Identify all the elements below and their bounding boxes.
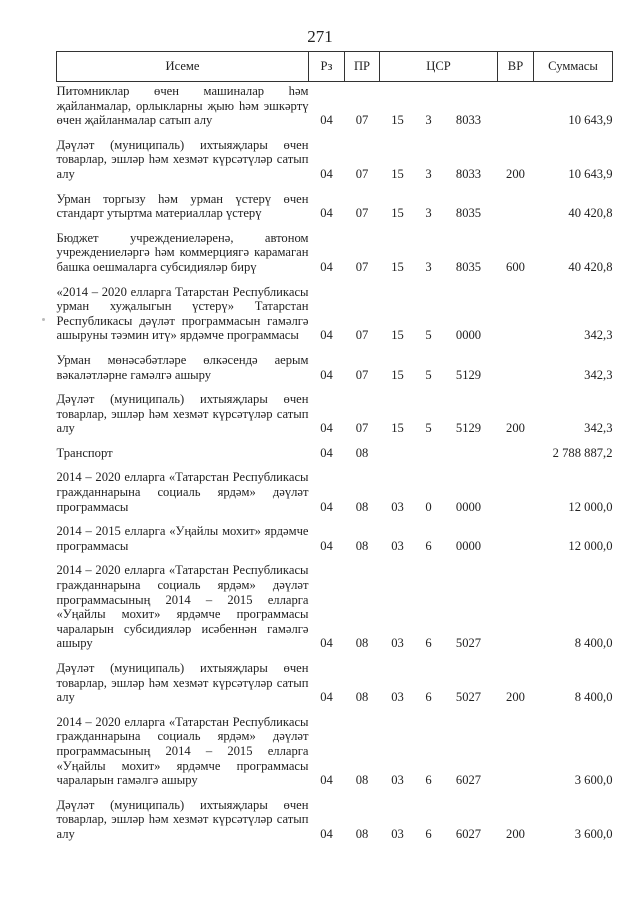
row-name: Дәүләт (муниципаль) ихтыяҗлары өчен товарлар, эшләр һәм хезмәт күрсәтүләр сатып алу — [56, 797, 309, 841]
row-sum: 12 000,0 — [568, 499, 613, 514]
table-body — [57, 82, 613, 850]
table-row — [57, 659, 613, 713]
row-pr: 08 — [355, 690, 369, 705]
row-csr-part-1: 03 — [391, 636, 404, 651]
row-sum: 8 400,0 — [574, 690, 613, 705]
row-rz: 04 — [320, 206, 333, 221]
row-csr-part-2: 5 — [425, 328, 432, 343]
row-sum: 10 643,9 — [568, 113, 613, 128]
row-csr — [380, 136, 498, 190]
row-csr — [380, 659, 498, 713]
row-sum: 40 420,8 — [568, 259, 613, 274]
row-csr-part-3: 8035 — [455, 259, 482, 274]
row-name: 2014 – 2020 елларга «Татарстан Республикасы гражданнарына социаль ярдәм» дәүләт программасының 2014 – 2015 елларга «Уңайлы мохит» ярдәмче программасы чараларын субсидияләр исәбеннән гамәлгә ашыру — [56, 563, 309, 651]
row-name: Урман мөнәсәбәтләре өлкәсендә аерым вәкаләтләрне гамәлгә ашыру — [56, 352, 309, 382]
row-vr — [498, 190, 534, 229]
row-csr-part-2: 6 — [425, 826, 432, 841]
row-csr — [380, 351, 498, 390]
table-row — [57, 522, 613, 561]
row-csr-part-1: 03 — [391, 499, 404, 514]
row-vr — [498, 561, 534, 659]
row-rz: 04 — [320, 826, 333, 841]
row-csr-part-2: 5 — [425, 421, 432, 436]
row-pr: 08 — [355, 499, 369, 514]
row-csr — [380, 82, 498, 136]
row-vr: 200 — [506, 166, 525, 181]
row-csr — [380, 283, 498, 351]
row-sum: 342,3 — [584, 328, 613, 343]
row-name: «2014 – 2020 елларга Татарстан Республикасы урман хуҗалыгын үстерү» Татарстан Республикасы дәүләт программасын гамәлгә ашыруны тәэмин итү» ярдәмче программасы — [56, 284, 309, 343]
row-pr: 07 — [355, 367, 369, 382]
row-vr — [498, 444, 534, 469]
header-name: Исеме — [57, 52, 309, 82]
row-vr: 200 — [506, 690, 525, 705]
row-sum: 8 400,0 — [574, 636, 613, 651]
row-csr — [380, 468, 498, 522]
row-sum: 342,3 — [584, 421, 613, 436]
row-csr-part-3: 0000 — [455, 328, 482, 343]
row-name: 2014 – 2020 елларга «Татарстан Республикасы гражданнарына социаль ярдәм» дәүләт программасының 2014 – 2015 елларга «Уңайлы мохит» ярдәмче программасы чараларын гамәлгә ашыру — [56, 714, 309, 788]
row-rz: 04 — [320, 421, 333, 436]
row-vr — [498, 713, 534, 796]
row-csr — [380, 390, 498, 444]
row-vr — [498, 82, 534, 136]
row-pr: 07 — [355, 259, 369, 274]
table-row — [57, 796, 613, 850]
row-csr-part-1: 03 — [391, 773, 404, 788]
table-row — [57, 283, 613, 351]
row-csr-part-3: 8033 — [455, 166, 482, 181]
row-vr — [498, 351, 534, 390]
row-csr-part-1: 15 — [391, 113, 404, 128]
row-pr: 08 — [355, 773, 369, 788]
row-csr-part-1: 15 — [391, 259, 404, 274]
row-csr-part-2: 6 — [425, 773, 432, 788]
table-row — [57, 136, 613, 190]
budget-table — [56, 51, 613, 850]
row-sum: 2 788 887,2 — [552, 445, 613, 460]
row-csr-part-3: 6027 — [455, 773, 482, 788]
row-pr: 08 — [355, 538, 369, 553]
row-name: Дәүләт (муниципаль) ихтыяҗлары өчен товарлар, эшләр һәм хезмәт күрсәтүләр сатып алу — [56, 392, 309, 436]
row-vr — [498, 468, 534, 522]
table-row — [57, 82, 613, 136]
row-rz: 04 — [320, 166, 333, 181]
row-csr-part-3: 0000 — [455, 538, 482, 553]
table-row — [57, 229, 613, 283]
row-rz: 04 — [320, 113, 333, 128]
row-name: Урман торгызу һәм урман үстерү өчен стандарт утыртма материаллар үстерү — [56, 191, 309, 221]
row-rz: 04 — [320, 328, 333, 343]
row-csr-part-3: 0000 — [455, 499, 482, 514]
row-rz: 04 — [320, 773, 333, 788]
row-csr-part-2: 6 — [425, 538, 432, 553]
row-csr-part-2: 5 — [425, 367, 432, 382]
row-csr-part-3: 5027 — [455, 636, 482, 651]
row-csr-part-1: 15 — [391, 166, 404, 181]
row-csr-part-2: 3 — [425, 206, 432, 221]
row-csr-part-3: 5027 — [455, 690, 482, 705]
table-header — [57, 52, 613, 82]
scan-dot — [42, 318, 45, 321]
row-name: Питомниклар өчен машиналар һәм җайланмалар, орлыкларны җыю һәм эшкәртү өчен җайланмалар сатып алу — [56, 84, 309, 128]
row-rz: 04 — [320, 538, 333, 553]
row-csr-part-2: 3 — [425, 113, 432, 128]
header-rz: Рз — [309, 52, 345, 82]
table-row — [57, 351, 613, 390]
row-csr-part-3: 6027 — [455, 826, 482, 841]
row-rz: 04 — [320, 636, 333, 651]
row-vr — [498, 283, 534, 351]
row-sum: 3 600,0 — [574, 826, 613, 841]
page-number: 271 — [307, 27, 333, 46]
row-vr — [498, 522, 534, 561]
row-csr-part-1: 15 — [391, 421, 404, 436]
row-csr — [380, 561, 498, 659]
row-name: Бюджет учреждениеләренә, автоном учреждениеләргә һәм коммерциягә карамаган башка оешмаларга субсидияләр бирү — [56, 230, 309, 274]
header-sum: Суммасы — [534, 52, 613, 82]
row-pr: 08 — [355, 445, 369, 460]
row-sum: 342,3 — [584, 367, 613, 382]
row-csr-part-1: 15 — [391, 206, 404, 221]
table-row — [57, 468, 613, 522]
row-rz: 04 — [320, 367, 333, 382]
row-rz: 04 — [320, 499, 333, 514]
row-vr: 600 — [506, 259, 525, 274]
row-csr-part-2: 3 — [425, 166, 432, 181]
row-name: 2014 – 2015 елларга «Уңайлы мохит» ярдәмче программасы — [56, 524, 309, 553]
header-vr: ВР — [498, 52, 534, 82]
row-name: Транспорт — [56, 445, 113, 460]
row-csr — [380, 522, 498, 561]
row-pr: 07 — [355, 328, 369, 343]
row-name: Дәүләт (муниципаль) ихтыяҗлары өчен товарлар, эшләр һәм хезмәт күрсәтүләр сатып алу — [56, 137, 309, 181]
row-sum: 12 000,0 — [568, 538, 613, 553]
row-csr-part-2: 3 — [425, 259, 432, 274]
row-pr: 07 — [355, 421, 369, 436]
row-vr: 200 — [506, 421, 525, 436]
row-name: Дәүләт (муниципаль) ихтыяҗлары өчен товарлар, эшләр һәм хезмәт күрсәтүләр сатып алу — [56, 661, 309, 705]
row-csr — [380, 444, 498, 469]
row-name: 2014 – 2020 елларга «Татарстан Республикасы гражданнарына социаль ярдәм» дәүләт программасы — [56, 470, 309, 514]
row-sum: 10 643,9 — [568, 166, 613, 181]
row-csr-part-1: 03 — [391, 538, 404, 553]
row-csr-part-2: 6 — [425, 690, 432, 705]
row-rz: 04 — [320, 690, 333, 705]
row-csr — [380, 229, 498, 283]
table-row — [57, 444, 613, 469]
row-rz: 04 — [320, 445, 333, 460]
table-row — [57, 561, 613, 659]
row-pr: 07 — [355, 206, 369, 221]
header-pr: ПР — [345, 52, 380, 82]
row-csr-part-1: 15 — [391, 328, 404, 343]
row-csr-part-1: 03 — [391, 690, 404, 705]
row-csr-part-2: 0 — [425, 499, 432, 514]
row-csr-part-3: 5129 — [455, 421, 482, 436]
row-csr-part-3: 8035 — [455, 206, 482, 221]
row-sum: 40 420,8 — [568, 206, 613, 221]
table-row — [57, 713, 613, 796]
row-sum: 3 600,0 — [574, 773, 613, 788]
row-csr — [380, 190, 498, 229]
row-pr: 08 — [355, 826, 369, 841]
row-vr: 200 — [506, 826, 525, 841]
row-csr-part-3: 5129 — [455, 367, 482, 382]
table-row — [57, 390, 613, 444]
header-csr: ЦСР — [380, 52, 498, 82]
row-csr-part-3: 8033 — [455, 113, 482, 128]
row-pr: 08 — [355, 636, 369, 651]
row-csr — [380, 796, 498, 850]
row-pr: 07 — [355, 166, 369, 181]
row-rz: 04 — [320, 259, 333, 274]
row-csr-part-1: 15 — [391, 367, 404, 382]
row-csr-part-1: 03 — [391, 826, 404, 841]
table-row — [57, 190, 613, 229]
row-pr: 07 — [355, 113, 369, 128]
row-csr — [380, 713, 498, 796]
row-csr-part-2: 6 — [425, 636, 432, 651]
